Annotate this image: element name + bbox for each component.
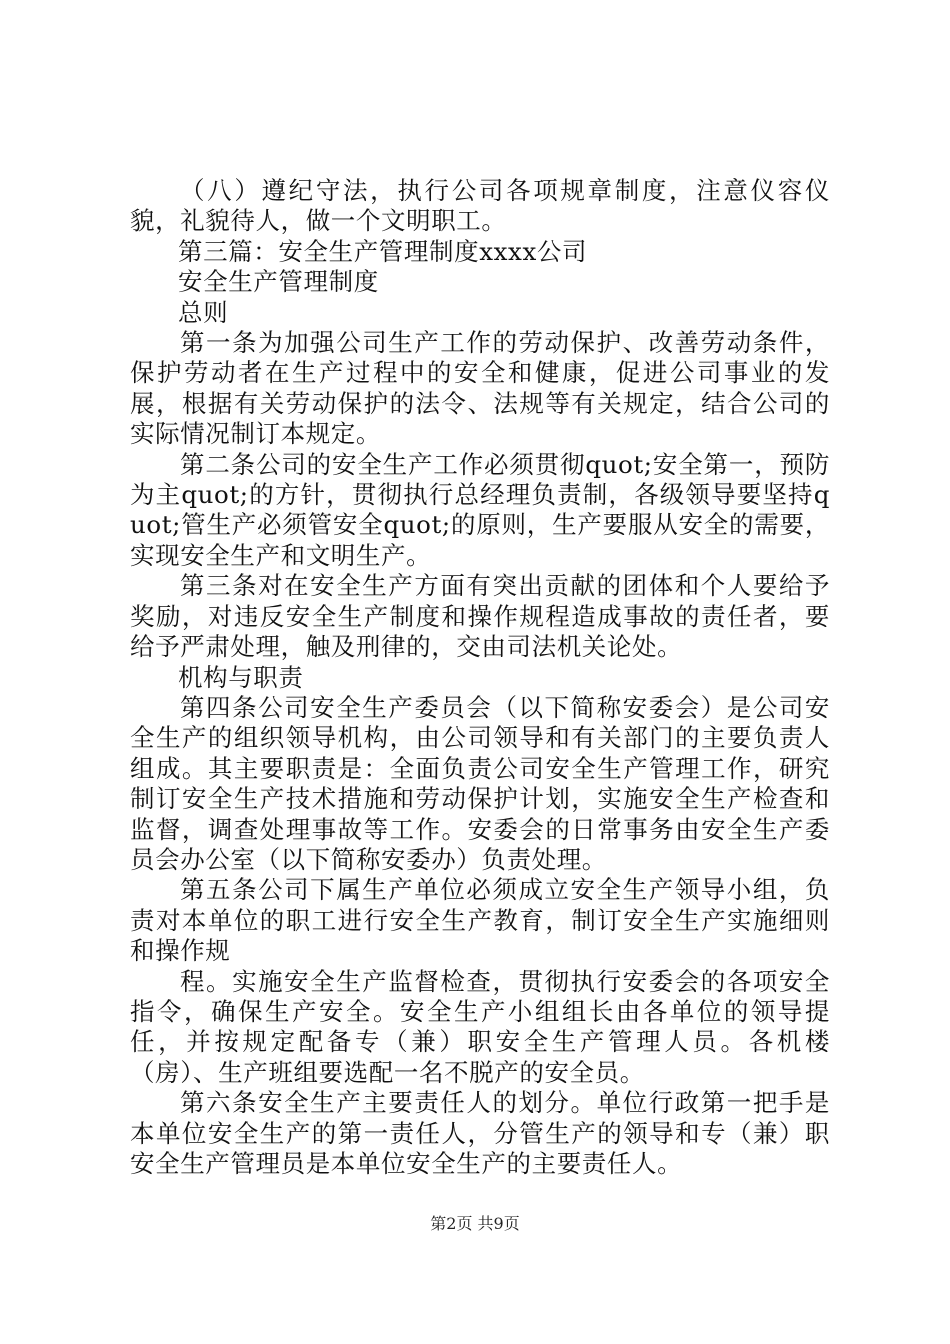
- paragraph-article-1: 第一条为加强公司生产工作的劳动保护、改善劳动条件，保护劳动者在生产过程中的安全和健康，促进公司事业的发展，根据有关劳动保护的法令、法规等有关规定，结合公司的实际情况制订本规定。: [130, 328, 830, 449]
- section-title-part-3: 第三篇：安全生产管理制度xxxx公司: [178, 236, 588, 266]
- document-title: 安全生产管理制度: [178, 267, 379, 297]
- page-number-footer: 第2页 共9页: [430, 1214, 520, 1233]
- paragraph-article-2: 第二条公司的安全生产工作必须贯彻quot;安全第一，预防为主quot;的方针，贯彻执行总经理负责制，各级领导要坚持quot;管生产必须管安全quot;的原则，生产要服从安全的需要，实现安全生产和文明生产。: [130, 449, 830, 570]
- paragraph-rule-8: （八）遵纪守法，执行公司各项规章制度，注意仪容仪貌，礼貌待人，做一个文明职工。: [130, 176, 830, 236]
- paragraph-article-6: 第六条安全生产主要责任人的划分。单位行政第一把手是本单位安全生产的第一责任人，分管生产的领导和专（兼）职安全生产管理员是本单位安全生产的主要责任人。: [130, 1088, 830, 1178]
- paragraph-article-5: 第五条公司下属生产单位必须成立安全生产领导小组，负责对本单位的职工进行安全生产教育，制订安全生产实施细则和操作规: [130, 875, 830, 966]
- paragraph-article-3: 第三条对在安全生产方面有突出贡献的团体和个人要给予奖励，对违反安全生产制度和操作规程造成事故的责任者，要给予严肃处理，触及刑律的，交由司法机关论处。: [130, 571, 830, 662]
- paragraph-article-5-continued: 程。实施安全生产监督检查，贯彻执行安委会的各项安全指令，确保生产安全。安全生产小组组长由各单位的领导提任，并按规定配备专（兼）职安全生产管理人员。各机楼（房）、生产班组要选配一名不脱产的安全员。: [130, 966, 830, 1087]
- paragraph-article-4: 第四条公司安全生产委员会（以下简称安委会）是公司安全生产的组织领导机构，由公司领导和有关部门的主要负责人组成。其主要职责是：全面负责公司安全生产管理工作，研究制订安全生产技术措施和劳动保护计划，实施安全生产检查和监督，调查处理事故等工作。安委会的日常事务由安全生产委员会办公室（以下简称安委办）负责处理。: [130, 692, 830, 874]
- chapter-heading-organization: 机构与职责: [178, 662, 304, 692]
- chapter-heading-general: 总则: [178, 297, 229, 327]
- document-body: [130, 176, 830, 1179]
